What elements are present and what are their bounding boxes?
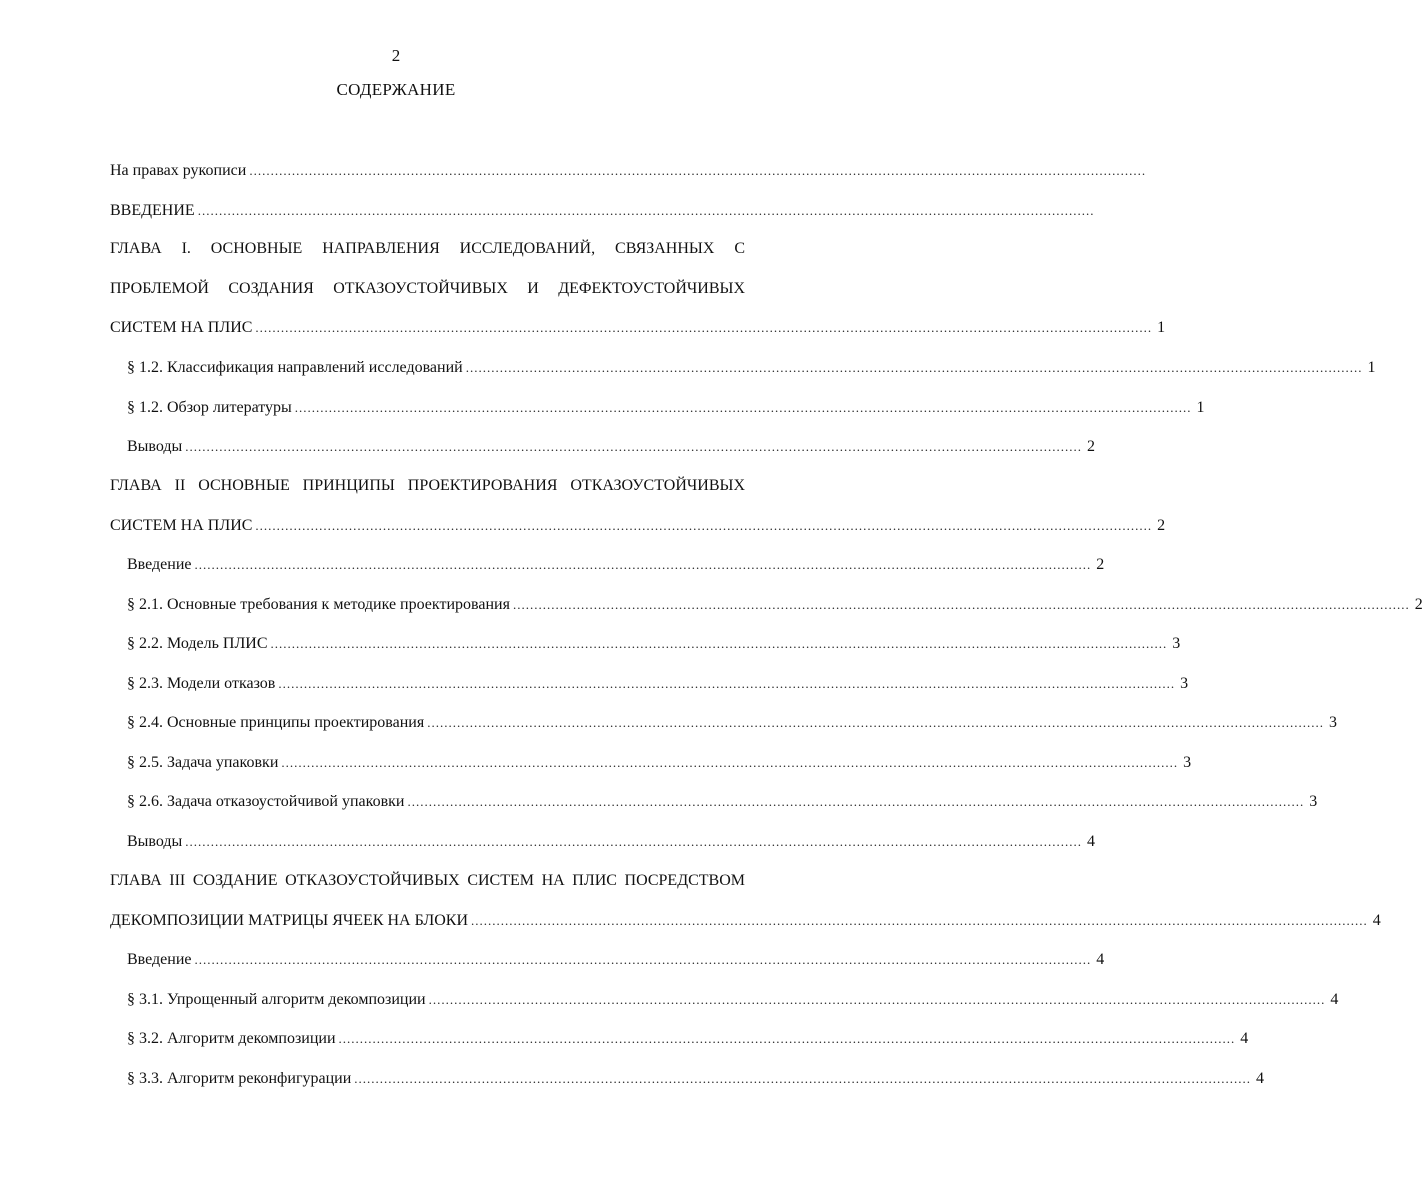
toc-entry-introduction[interactable]: ВВЕДЕНИЕ ...................................................................................................................................................................................................................	[110, 202, 1095, 219]
toc-page-number: 4	[1256, 1070, 1265, 1087]
toc-page-number: 2	[1087, 438, 1096, 455]
toc-entry-chapter-3-introduction[interactable]: Введение ................................................................................................................................................................................................................... 4	[127, 948, 745, 972]
toc-entry-section-2-5[interactable]: § 2.5. Задача упаковки ................................................................................................................................................................................................................... 3	[127, 751, 745, 775]
toc-page-number: 3	[1180, 675, 1189, 692]
toc-page-number: 2	[1157, 517, 1166, 534]
toc-entry-section-3-1[interactable]: § 3.1. Упрощенный алгоритм декомпозиции ................................................................................................................................................................................................................... 4	[127, 988, 745, 1012]
toc-page-number: 1	[1196, 399, 1205, 416]
toc-page-number: 3	[1328, 714, 1337, 731]
toc-page-number: 4	[1330, 991, 1339, 1008]
page-number: 2	[391, 46, 401, 65]
toc-page-number: 4	[1087, 833, 1096, 850]
toc-page-number: 3	[1309, 793, 1318, 810]
toc-chapter-2-line-1[interactable]: ГЛАВА II ОСНОВНЫЕ ПРИНЦИПЫ ПРОЕКТИРОВАНИЯ ОТКАЗОУСТОЙЧИВЫХ	[110, 477, 745, 494]
toc-page-number: 4	[1096, 951, 1105, 968]
toc-entry-section-1-2-literature[interactable]: § 1.2. Обзор литературы ................................................................................................................................................................................................................... 1	[127, 396, 745, 420]
toc-entry-chapter-2-introduction[interactable]: Введение ................................................................................................................................................................................................................... 2	[127, 553, 745, 577]
toc-chapter-1-line-1[interactable]: ГЛАВА I. ОСНОВНЫЕ НАПРАВЛЕНИЯ ИССЛЕДОВАНИЙ, СВЯЗАННЫХ С	[110, 240, 745, 257]
toc-chapter-1-line-2[interactable]: ПРОБЛЕМОЙ СОЗДАНИЯ ОТКАЗОУСТОЙЧИВЫХ И ДЕФЕКТОУСТОЙЧИВЫХ	[110, 280, 745, 297]
toc-page-number: 4	[1240, 1030, 1249, 1047]
toc-entry-section-2-4[interactable]: § 2.4. Основные принципы проектирования ................................................................................................................................................................................................................... 3	[127, 711, 745, 735]
toc-entry-section-3-2[interactable]: § 3.2. Алгоритм декомпозиции ................................................................................................................................................................................................................... 4	[127, 1027, 745, 1051]
toc-entry-chapter-3[interactable]: ДЕКОМПОЗИЦИИ МАТРИЦЫ ЯЧЕЕК НА БЛОКИ ................................................................................................................................................................................................................... 4	[110, 909, 745, 933]
toc-entry-section-3-3[interactable]: § 3.3. Алгоритм реконфигурации ................................................................................................................................................................................................................... 4	[127, 1067, 745, 1091]
toc-entry-section-2-1[interactable]: § 2.1. Основные требования к методике проектирования ................................................................................................................................................................................................................... 2	[127, 593, 745, 617]
toc-entry-chapter-1-conclusions[interactable]: Выводы ................................................................................................................................................................................................................... 2	[127, 435, 745, 459]
toc-page-number: 1	[1367, 359, 1376, 376]
toc-page-number: 3	[1172, 635, 1181, 652]
page-title: СОДЕРЖАНИЕ	[336, 80, 456, 99]
toc-page-number: 3	[1183, 754, 1192, 771]
toc-page-number: 2	[1414, 596, 1423, 613]
toc-entry-section-1-2-classification[interactable]: § 1.2. Классификация направлений исследований ................................................................................................................................................................................................................... 1	[127, 356, 745, 380]
toc-page-number: 1	[1157, 319, 1166, 336]
toc-entry-chapter-2[interactable]: СИСТЕМ НА ПЛИС ................................................................................................................................................................................................................... 2	[110, 514, 745, 538]
toc-entry-section-2-6[interactable]: § 2.6. Задача отказоустойчивой упаковки ................................................................................................................................................................................................................... 3	[127, 790, 745, 814]
toc-entry-manuscript-rights[interactable]: На правах рукописи ...................................................................................................................................................................................................................	[110, 162, 1147, 179]
toc-page-number: 4	[1372, 912, 1381, 929]
toc-entry-chapter-1[interactable]: СИСТЕМ НА ПЛИС ................................................................................................................................................................................................................... 1	[110, 316, 745, 340]
toc-entry-section-2-3[interactable]: § 2.3. Модели отказов ................................................................................................................................................................................................................... 3	[127, 672, 745, 696]
toc-chapter-3-line-1[interactable]: ГЛАВА III СОЗДАНИЕ ОТКАЗОУСТОЙЧИВЫХ СИСТЕМ НА ПЛИС ПОСРЕДСТВОМ	[110, 872, 745, 889]
toc-page-number: 2	[1096, 556, 1105, 573]
toc-entry-chapter-2-conclusions[interactable]: Выводы ................................................................................................................................................................................................................... 4	[127, 830, 745, 854]
toc-entry-section-2-2[interactable]: § 2.2. Модель ПЛИС ................................................................................................................................................................................................................... 3	[127, 632, 745, 656]
